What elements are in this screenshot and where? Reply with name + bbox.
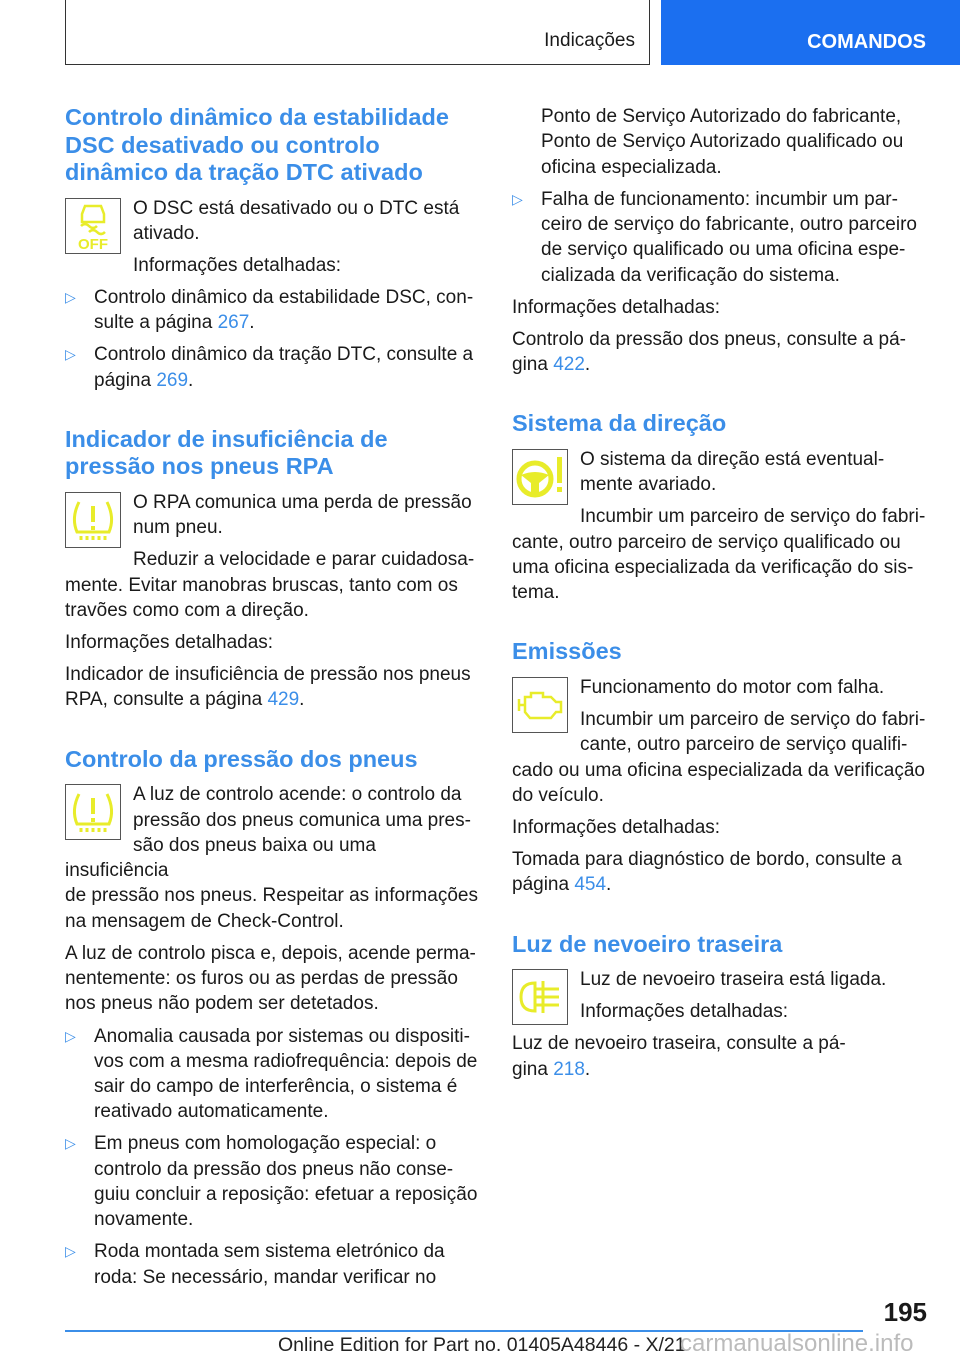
- text: .: [299, 689, 305, 711]
- text: Controlo da pressão dos pneus, consulte a pá- gina: [512, 328, 906, 376]
- section-emissions: [512, 638, 930, 897]
- text: .: [606, 874, 612, 896]
- section-dsc: [65, 104, 483, 393]
- bullet-triangle-icon: ▷: [65, 1027, 76, 1044]
- bullet-continuation: Ponto de Serviço Autorizado do fabricante, Ponto de Serviço Autorizado qualificado ou oficina especializada.: [541, 106, 904, 178]
- bullet-item: [65, 1024, 483, 1125]
- section-rear-fog: [512, 931, 930, 1082]
- page-link[interactable]: 218: [553, 1058, 585, 1080]
- page-link[interactable]: 267: [217, 312, 250, 334]
- bullet-triangle-icon: ▷: [65, 1135, 76, 1152]
- bullet-triangle-icon: ▷: [512, 190, 523, 207]
- paragraph: Informações detalhadas:: [512, 817, 721, 839]
- watermark: carmanualsonline.info: [680, 1330, 914, 1357]
- paragraph: O RPA comunica uma perda de pressão num pneu.: [133, 491, 472, 539]
- text: Roda montada sem sistema eletrónico da roda: Se necessário, mandar verificar no: [94, 1241, 445, 1288]
- chapter-tab-label: COMANDOS: [807, 31, 926, 53]
- paragraph: [65, 662, 483, 713]
- text: Em pneus com homologação especial: o controlo da pressão dos pneus não conse- guiu concluir a reposição: efetuar a reposição novamente.: [94, 1133, 478, 1231]
- tire-pressure-icon: [65, 784, 121, 840]
- text: .: [584, 1058, 591, 1080]
- text: .: [584, 354, 591, 376]
- paragraph: Luz de nevoeiro traseira está ligada.: [580, 969, 887, 991]
- paragraph: Reduzir a velocidade e parar cuidadosa- mente. Evitar manobras bruscas, tanto com os travões como com a direção.: [65, 549, 475, 621]
- heading: Luz de nevoeiro traseira: [512, 930, 783, 957]
- bullet-item: [65, 1239, 483, 1290]
- page-number: 195: [883, 1297, 927, 1327]
- paragraph: O sistema da direção está eventual- mente avariado.: [580, 448, 885, 496]
- text: Controlo dinâmico da estabilidade DSC, con- sulte a página: [94, 286, 474, 334]
- page-link[interactable]: 454: [574, 874, 607, 896]
- section-tire-pressure: [65, 746, 483, 1290]
- section-title: Indicações: [544, 30, 635, 51]
- paragraph: Incumbir um parceiro de serviço do fabri- cante, outro parceiro de serviço qualifi- cado ou uma oficina especializada da verificação do veículo.: [512, 709, 926, 806]
- heading: Indicador de insuficiência de pressão nos pneus RPA: [65, 425, 388, 480]
- bullet-triangle-icon: ▷: [65, 288, 76, 305]
- text: Indicador de insuficiência de pressão nos pneus RPA, consulte a página: [65, 664, 471, 711]
- steering-warning-icon: [512, 449, 568, 505]
- page-link[interactable]: 422: [553, 354, 585, 376]
- section-rpa: [65, 426, 483, 713]
- header-box: [65, 0, 650, 65]
- svg-text:OFF: OFF: [78, 235, 108, 250]
- paragraph: Informações detalhadas:: [133, 254, 342, 276]
- heading: Sistema da direção: [512, 410, 727, 437]
- paragraph: A luz de controlo pisca e, depois, acende perma- nentemente: os furos ou as perdas de pressão nos pneus não podem ser detetados.: [65, 942, 476, 1015]
- paragraph: Incumbir um parceiro de serviço do fabri- cante, outro parceiro de serviço qualificado ou uma oficina especializada da verificação do sis- tema.: [512, 506, 926, 604]
- heading: Controlo da pressão dos pneus: [65, 745, 418, 772]
- text: Luz de nevoeiro traseira, consulte a pá- gina: [512, 1033, 846, 1080]
- paragraph: Informações detalhadas:: [512, 296, 721, 318]
- rear-fog-light-icon: [512, 969, 568, 1025]
- bullet-triangle-icon: ▷: [65, 346, 76, 363]
- chapter-tab[interactable]: [661, 0, 960, 65]
- dsc-off-icon: [65, 198, 121, 254]
- section-steering: [512, 410, 930, 605]
- bullet-item: [512, 187, 930, 288]
- left-column: [65, 104, 483, 1323]
- bullet-item: [65, 1131, 483, 1232]
- page-link[interactable]: 429: [267, 689, 300, 711]
- tire-pressure-icon: [65, 492, 121, 548]
- bullet-triangle-icon: ▷: [65, 1243, 76, 1260]
- bullet-item: [65, 285, 483, 336]
- paragraph: Informações detalhadas:: [65, 632, 274, 654]
- page-link[interactable]: 269: [156, 369, 189, 391]
- paragraph: Funcionamento do motor com falha.: [580, 676, 885, 698]
- text: .: [188, 369, 194, 391]
- text: Falha de funcionamento: incumbir um par- ceiro de serviço do fabricante, outro parceiro de serviço qualificado ou uma oficina espe- cializada da verificação do sistema.: [541, 188, 917, 286]
- bullet-item: [65, 342, 483, 393]
- edition-text: Online Edition for Part no. 01405A48446 - X/21: [278, 1334, 686, 1356]
- paragraph: [512, 1031, 930, 1082]
- engine-check-icon: [512, 677, 568, 733]
- paragraph: A luz de controlo acende: o controlo da pressão dos pneus comunica uma pres- são dos pneus baixa ou uma insuficiência de pressão nos pneus. Respeitar as informações na mensagem de Check-Control.: [65, 784, 478, 932]
- paragraph: Informações detalhadas:: [580, 1001, 789, 1023]
- paragraph: [512, 847, 930, 898]
- paragraph: [512, 327, 930, 378]
- right-column: [512, 104, 930, 1115]
- text: Controlo dinâmico da tração DTC, consulte a página: [94, 344, 474, 391]
- heading: Emissões: [512, 638, 622, 665]
- section-tire-pressure-cont: [512, 104, 930, 377]
- heading: Controlo dinâmico da estabilidade DSC desativado ou controlo dinâmico da tração DTC ativado: [65, 104, 449, 185]
- paragraph: O DSC está desativado ou o DTC está ativado.: [133, 197, 460, 244]
- text: .: [249, 312, 255, 334]
- text: Anomalia causada por sistemas ou dispositi- vos com a mesma radiofrequência: depois de sair do campo de interferência, o sistema é reativado automaticamente.: [94, 1025, 478, 1123]
- text: Tomada para diagnóstico de bordo, consulte a página: [512, 849, 902, 896]
